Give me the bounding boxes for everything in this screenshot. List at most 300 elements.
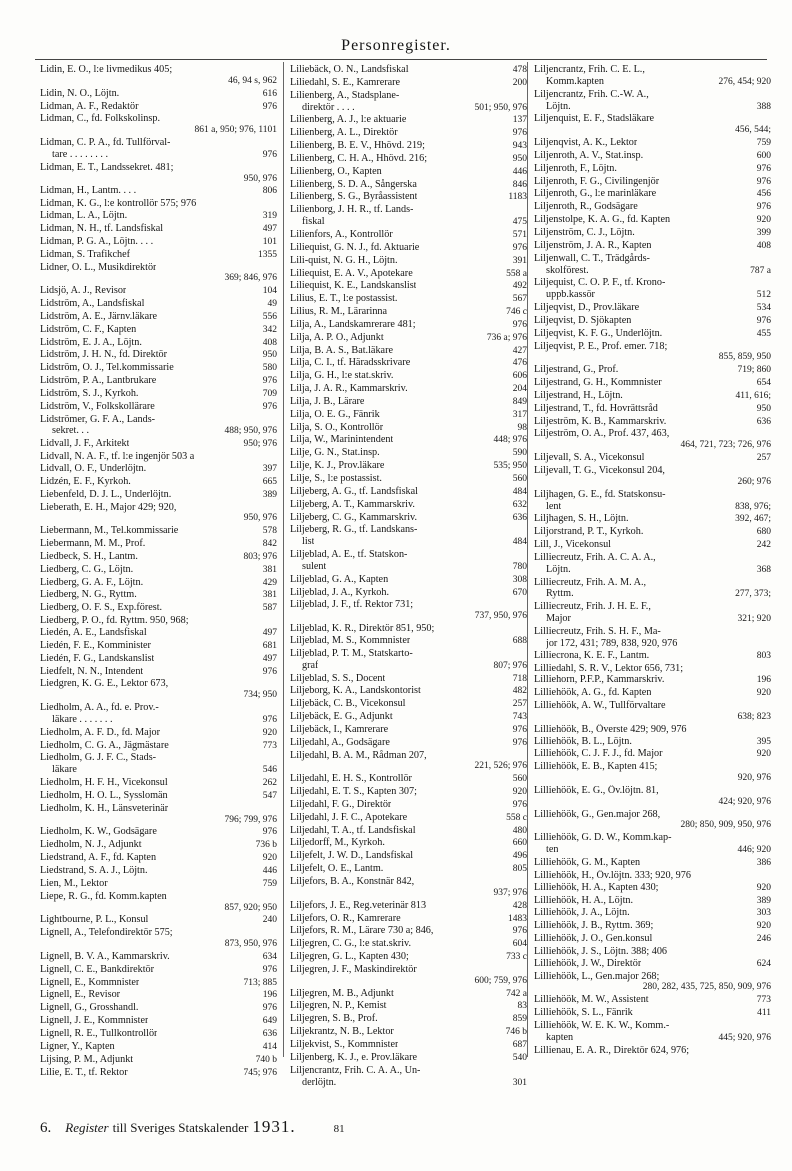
entry-text: Lignell, A., Telefondirektör 575; bbox=[40, 927, 173, 939]
entry-line bbox=[40, 964, 277, 977]
register-entry bbox=[40, 223, 277, 236]
entry-line bbox=[290, 1013, 527, 1026]
entry-text: Liljedahl, T. A., tf. Landsfiskal bbox=[290, 824, 416, 836]
entry-continuation bbox=[534, 588, 771, 601]
entry-text: ten bbox=[546, 844, 559, 856]
page-reference: 638; 823 bbox=[737, 711, 771, 722]
register-entry bbox=[290, 280, 527, 293]
entry-text: fiskal bbox=[302, 216, 325, 228]
page-reference: 308 bbox=[512, 574, 527, 585]
entry-text: Liedholm, K. H., Länsveterinär bbox=[40, 802, 169, 814]
entry-text: Lidman, S. Trafikchef bbox=[40, 248, 130, 260]
entry-text: Lilja, A., Landskamrerare 481; bbox=[290, 318, 416, 330]
entry-text: Liljenqvist, A. K., Lektor bbox=[534, 137, 638, 149]
entry-line bbox=[290, 396, 527, 409]
entry-line bbox=[40, 137, 277, 149]
entry-continuation bbox=[534, 712, 771, 724]
entry-line bbox=[290, 635, 527, 648]
entry-text: Liljekrantz, N. B., Lektor bbox=[290, 1026, 394, 1038]
register-entry bbox=[290, 345, 527, 358]
entry-text: Liljenström, C. J., Löjtn. bbox=[534, 226, 635, 238]
page-reference: 480 bbox=[512, 825, 527, 836]
entry-text: Liljeqvist, D. Sjökapten bbox=[534, 314, 632, 326]
register-entry bbox=[290, 711, 527, 724]
entry-line bbox=[534, 214, 771, 227]
entry-continuation bbox=[534, 820, 771, 832]
entry-text: derlöjtn. bbox=[302, 1076, 337, 1088]
entry-text: Liedbeck, S. H., Lantm. bbox=[40, 550, 138, 562]
page-reference: 746 c bbox=[506, 307, 527, 318]
entry-continuation bbox=[534, 125, 771, 137]
entry-text: Lilius, E. T., l:e postassist. bbox=[290, 293, 398, 305]
register-entry bbox=[290, 786, 527, 799]
page-reference: 796; 799, 976 bbox=[224, 814, 277, 825]
register-entry bbox=[40, 551, 277, 564]
entry-text: Lilja, O. E. G., Fänrik bbox=[290, 408, 380, 420]
entry-text: Lilliecrona, K. E. F., Lantm. bbox=[534, 649, 650, 661]
page-reference: 734; 950 bbox=[243, 690, 277, 701]
register-entry bbox=[534, 539, 771, 552]
page-reference: 976 bbox=[262, 714, 277, 725]
register-entry bbox=[40, 615, 277, 627]
entry-line bbox=[290, 409, 527, 422]
page-reference: 560 bbox=[512, 774, 527, 785]
entry-line bbox=[534, 736, 771, 749]
entry-line bbox=[290, 268, 527, 281]
page-reference: 368 bbox=[756, 564, 771, 575]
entry-text: Liljefors, R. M., Lärare 730 a; 846, bbox=[290, 925, 434, 937]
register-entry bbox=[534, 416, 771, 429]
entry-line bbox=[534, 513, 771, 526]
page-reference: 428 bbox=[512, 900, 527, 911]
page-reference: 803 bbox=[756, 650, 771, 661]
entry-text: Liljeblad, G. A., Kapten bbox=[290, 573, 389, 585]
register-entry bbox=[290, 913, 527, 926]
entry-line bbox=[534, 1020, 771, 1032]
entry-line bbox=[40, 375, 277, 388]
page-reference: 649 bbox=[262, 1016, 277, 1027]
entry-line bbox=[290, 255, 527, 268]
page-reference: 920 bbox=[756, 882, 771, 893]
entry-text: Lidström, E. J. A., Löjtn. bbox=[40, 336, 142, 348]
entry-text: Liedén, A. E., Landsfiskal bbox=[40, 626, 147, 638]
entry-continuation bbox=[40, 76, 277, 88]
page-reference: 737, 950, 976 bbox=[474, 611, 527, 622]
register-entry bbox=[290, 166, 527, 179]
entry-text: Major bbox=[546, 613, 571, 625]
page-reference: 587 bbox=[262, 603, 277, 614]
page-reference: 976 bbox=[262, 401, 277, 412]
page-reference: 976 bbox=[512, 319, 527, 330]
entry-line bbox=[534, 1007, 771, 1020]
page-reference: 976 bbox=[512, 737, 527, 748]
register-entry bbox=[290, 422, 527, 435]
entry-text: Lidman, E. T., Landssekret. 481; bbox=[40, 161, 174, 173]
entry-line bbox=[290, 648, 527, 660]
entry-line bbox=[290, 724, 527, 737]
register-entry bbox=[534, 687, 771, 700]
register-entry bbox=[290, 242, 527, 255]
entry-text: Liljebäck, E. G., Adjunkt bbox=[290, 711, 393, 723]
register-entry bbox=[40, 463, 277, 476]
entry-continuation bbox=[40, 149, 277, 162]
entry-text: Liljencrantz, Frih. C. E. L., bbox=[534, 64, 645, 75]
entry-text: Liedberg, O. F. S., Exp.förest. bbox=[40, 602, 163, 614]
entry-line bbox=[534, 390, 771, 403]
register-entry bbox=[290, 191, 527, 204]
page-reference: 497 bbox=[262, 223, 277, 234]
entry-line bbox=[534, 857, 771, 870]
entry-line bbox=[534, 577, 771, 589]
entry-text: direktör . . . . bbox=[302, 101, 355, 113]
entry-text: Lilliehorn, P.F.P., Kammarskriv. bbox=[534, 674, 665, 686]
entry-continuation bbox=[290, 761, 527, 773]
entry-continuation bbox=[40, 815, 277, 827]
entry-line bbox=[40, 977, 277, 990]
entry-line bbox=[40, 262, 277, 274]
entry-line bbox=[290, 179, 527, 192]
entry-line bbox=[290, 773, 527, 786]
entry-text: Lilienberg, A. L., Direktör bbox=[290, 127, 398, 139]
entry-line bbox=[534, 933, 771, 946]
register-entry bbox=[40, 64, 277, 88]
entry-line bbox=[40, 702, 277, 714]
entry-line bbox=[534, 201, 771, 214]
register-entry bbox=[290, 988, 527, 1001]
entry-line bbox=[290, 293, 527, 306]
register-entry bbox=[290, 876, 527, 900]
entry-text: Liedén, F. E., Komminister bbox=[40, 639, 151, 651]
entry-text: Komm.kapten bbox=[546, 75, 605, 87]
entry-line bbox=[534, 1045, 771, 1057]
entry-line bbox=[290, 988, 527, 1001]
entry-text: Liedholm, K. W., Godsägare bbox=[40, 826, 157, 838]
entry-line bbox=[40, 951, 277, 964]
entry-text: Lillienau, E. A. R., Direktör 624, 976; bbox=[534, 1044, 690, 1056]
register-entry bbox=[40, 489, 277, 502]
entry-text: Lilja, J. B., Lärare bbox=[290, 395, 365, 407]
page-reference: 464, 721, 723; 726, 976 bbox=[680, 440, 771, 451]
entry-line bbox=[40, 589, 277, 602]
register-entry bbox=[534, 452, 771, 465]
entry-line bbox=[40, 324, 277, 337]
entry-continuation bbox=[534, 76, 771, 89]
register-entry bbox=[40, 602, 277, 615]
entry-line bbox=[534, 920, 771, 933]
entry-text: Liljenstolpe, K. A. G., fd. Kapten bbox=[534, 214, 671, 226]
page-reference: 280; 850, 909, 950, 976 bbox=[680, 820, 771, 831]
register-entry bbox=[40, 538, 277, 551]
page-reference: 920 bbox=[756, 749, 771, 760]
register-entry bbox=[534, 390, 771, 403]
entry-text: Liljeström, K. B., Kammarskriv. bbox=[534, 415, 667, 427]
page-reference: 580 bbox=[262, 363, 277, 374]
entry-line bbox=[534, 137, 771, 150]
page-reference: 842 bbox=[262, 539, 277, 550]
register-entry bbox=[534, 1020, 771, 1045]
register-entry bbox=[534, 227, 771, 240]
page-reference: 571 bbox=[512, 229, 527, 240]
entry-line bbox=[534, 452, 771, 465]
entry-line bbox=[290, 332, 527, 345]
page-reference: 733 c bbox=[506, 952, 527, 963]
entry-line bbox=[290, 1065, 527, 1077]
entry-line bbox=[40, 249, 277, 262]
page-reference: 578 bbox=[262, 526, 277, 537]
entry-text: Liljequist, C. O. P. F., tf. Krono- bbox=[534, 277, 666, 289]
register-entry bbox=[290, 1026, 527, 1039]
entry-line bbox=[40, 640, 277, 653]
entry-text: Lightbourne, P. L., Konsul bbox=[40, 914, 149, 926]
register-entry bbox=[534, 971, 771, 995]
entry-text: Lidman, H., Lantm. . . . bbox=[40, 185, 137, 197]
entry-text: Lilliehöök, J. A., Löjtn. bbox=[534, 907, 630, 919]
entry-text: Liljencrantz, Frih. C. A. A., Un- bbox=[290, 1064, 421, 1076]
entry-text: Liljedahl, A., Godsägare bbox=[290, 736, 390, 748]
entry-text: Liljedahl, F. G., Direktör bbox=[290, 798, 392, 810]
entry-line bbox=[290, 587, 527, 600]
entry-line bbox=[40, 803, 277, 815]
entry-continuation bbox=[290, 102, 527, 115]
entry-line bbox=[40, 223, 277, 236]
page-reference: 397 bbox=[262, 464, 277, 474]
page-reference: 389 bbox=[756, 895, 771, 906]
entry-line bbox=[40, 790, 277, 803]
register-entry bbox=[290, 724, 527, 737]
register-entry bbox=[534, 809, 771, 833]
entry-line bbox=[534, 994, 771, 1007]
page-reference: 943 bbox=[512, 141, 527, 152]
footer-text: till Sveriges Statskalender bbox=[112, 1120, 249, 1135]
register-entry bbox=[40, 438, 277, 451]
entry-text: lent bbox=[546, 500, 562, 512]
page-reference: 709 bbox=[262, 388, 277, 399]
entry-text: Liljeqvist, P. E., Prof. emer. 718; bbox=[534, 340, 668, 352]
entry-line bbox=[290, 140, 527, 153]
entry-text: Liljeborg, K. A., Landskontorist bbox=[290, 685, 421, 697]
register-entry bbox=[534, 163, 771, 176]
entry-line bbox=[40, 198, 277, 210]
page-reference: 240 bbox=[262, 915, 277, 926]
entry-line bbox=[290, 913, 527, 926]
page-reference: 369; 846, 976 bbox=[224, 273, 277, 284]
register-entry bbox=[40, 262, 277, 286]
register-entry bbox=[534, 920, 771, 933]
entry-text: Liljefors, O. R., Kamrerare bbox=[290, 912, 401, 924]
page-reference: 342 bbox=[262, 324, 277, 335]
entry-text: Liljorstrand, P. T., Kyrkoh. bbox=[534, 526, 644, 538]
register-entry bbox=[534, 552, 771, 577]
register-entry bbox=[290, 332, 527, 345]
page-reference: 746 b bbox=[505, 1027, 527, 1038]
entry-line bbox=[290, 434, 527, 447]
register-entry bbox=[290, 357, 527, 370]
page-reference: 681 bbox=[262, 640, 277, 651]
register-entry bbox=[534, 946, 771, 958]
entry-text: Liljeberg, R. G., tf. Landskans- bbox=[290, 524, 418, 536]
entry-line bbox=[290, 850, 527, 863]
page-reference: 556 bbox=[262, 311, 277, 322]
entry-line bbox=[290, 447, 527, 460]
page-reference: 512 bbox=[756, 290, 771, 301]
entry-line bbox=[290, 191, 527, 204]
page-reference: 196 bbox=[756, 675, 771, 686]
page-reference: 687 bbox=[512, 1039, 527, 1050]
entry-line bbox=[534, 895, 771, 908]
entry-text: Lilliehöök, S. L., Fänrik bbox=[534, 1007, 633, 1019]
entry-line bbox=[534, 761, 771, 773]
page-reference: 1183 bbox=[508, 192, 527, 203]
page-reference: 429 bbox=[262, 577, 277, 588]
entry-text: Lidvall, J. F., Arkitekt bbox=[40, 438, 130, 450]
entry-line bbox=[290, 166, 527, 179]
entry-text: Liebermann, M. M., Prof. bbox=[40, 538, 146, 550]
entry-text: Liljenberg, K. J., e. Prov.läkare bbox=[290, 1051, 418, 1063]
page-reference: 937; 976 bbox=[493, 887, 527, 898]
entry-text: Liljenquist, E. F., Stadsläkare bbox=[534, 113, 655, 125]
entry-text: Liljefors, J. E., Reg.veterinär 813 bbox=[290, 899, 427, 911]
entry-text: Liljegren, N. P., Kemist bbox=[290, 1000, 387, 1012]
entry-line bbox=[290, 422, 527, 435]
entry-continuation bbox=[290, 216, 527, 229]
entry-text: Lilja, W., Marinintendent bbox=[290, 434, 394, 446]
column-divider bbox=[527, 62, 528, 1057]
entry-text: Lignell, C. E., Bankdirektör bbox=[40, 963, 155, 975]
entry-line bbox=[534, 971, 771, 983]
page-reference: 859 bbox=[512, 1014, 527, 1025]
entry-text: Lilliecreutz, Frih. A. M. A., bbox=[534, 576, 647, 588]
page-reference: 920 bbox=[512, 787, 527, 798]
entry-continuation bbox=[40, 939, 277, 951]
entry-continuation bbox=[534, 638, 771, 650]
register-entry bbox=[534, 674, 771, 687]
entry-text: Liliebäck, O. N., Landsfiskal bbox=[290, 64, 409, 75]
page-reference: 780 bbox=[512, 561, 527, 572]
page-reference: 920 bbox=[262, 853, 277, 864]
register-entry bbox=[534, 626, 771, 650]
register-entry bbox=[40, 865, 277, 878]
page-reference: 392, 467; bbox=[735, 514, 771, 525]
entry-continuation bbox=[290, 660, 527, 673]
entry-text: Liljedahl, E. T. S., Kapten 307; bbox=[290, 786, 417, 798]
entry-text: Lilliecreutz, Frih. A. C. A. A., bbox=[534, 551, 656, 563]
entry-text: Liljebäck, I., Kamrerare bbox=[290, 723, 389, 735]
entry-text: Liljevall, T. G., Vicekonsul 204, bbox=[534, 465, 665, 476]
entry-text: Lidin, N. O., Löjtn. bbox=[40, 87, 120, 99]
entry-text: Liedholm, G. J. F. C., Stads- bbox=[40, 752, 157, 764]
register-entry bbox=[40, 702, 277, 727]
entry-line bbox=[290, 64, 527, 77]
register-entry bbox=[40, 198, 277, 210]
entry-continuation bbox=[534, 1032, 771, 1045]
register-entry bbox=[534, 137, 771, 150]
entry-text: Liljenroth, A. V., Stat.insp. bbox=[534, 149, 644, 161]
page-reference: 257 bbox=[512, 699, 527, 710]
entry-text: Liedholm, A. F. D., fd. Major bbox=[40, 726, 161, 738]
page-reference: 950, 976 bbox=[243, 173, 277, 184]
register-entry bbox=[290, 179, 527, 192]
register-entry bbox=[534, 748, 771, 761]
register-entry bbox=[534, 994, 771, 1007]
entry-line bbox=[290, 499, 527, 512]
entry-line bbox=[290, 345, 527, 358]
entry-line bbox=[290, 876, 527, 888]
register-entry bbox=[40, 989, 277, 1002]
page-reference: 386 bbox=[756, 858, 771, 868]
entry-text: Lilie, E. T., tf. Rektor bbox=[40, 1066, 128, 1078]
page-reference: 713; 885 bbox=[243, 977, 277, 988]
entry-line bbox=[534, 724, 771, 736]
page-reference: 742 a bbox=[506, 988, 527, 999]
register-entry bbox=[290, 370, 527, 383]
entry-text: Löjtn. bbox=[546, 100, 571, 112]
register-entry bbox=[290, 900, 527, 913]
entry-text: Lilienberg, A. J., l:e aktuarie bbox=[290, 114, 407, 126]
register-entry bbox=[40, 249, 277, 262]
register-entry bbox=[40, 951, 277, 964]
entry-line bbox=[290, 114, 527, 127]
register-entry bbox=[534, 832, 771, 857]
page-reference: 1355 bbox=[258, 249, 277, 260]
entry-text: Lilliehöök, A. G., fd. Kapten bbox=[534, 687, 652, 699]
page-reference: 49 bbox=[267, 299, 277, 310]
register-entry bbox=[290, 549, 527, 574]
register-entry bbox=[534, 736, 771, 749]
entry-text: läkare bbox=[52, 764, 77, 776]
entry-line bbox=[534, 785, 771, 797]
register-entry bbox=[290, 499, 527, 512]
page-reference: 976 bbox=[756, 176, 771, 187]
page-reference: 137 bbox=[512, 115, 527, 126]
entry-line bbox=[40, 666, 277, 679]
page-reference: 976 bbox=[262, 149, 277, 160]
register-entry bbox=[40, 502, 277, 526]
entry-line bbox=[40, 1054, 277, 1067]
entry-text: Liljegren, J. F., Maskindirektör bbox=[290, 963, 417, 975]
entry-text: Lilliehöök, A. W., Tullförvaltare bbox=[534, 700, 666, 712]
register-entry bbox=[534, 403, 771, 416]
page-reference: 590 bbox=[512, 448, 527, 459]
page-reference: 920 bbox=[756, 688, 771, 699]
entry-line bbox=[290, 964, 527, 976]
entry-text: Lilienberg, B. E. V., Hhövd. 219; bbox=[290, 140, 425, 152]
register-entry bbox=[40, 414, 277, 439]
entry-text: Lilienfors, A., Kontrollör bbox=[290, 228, 393, 240]
register-entry bbox=[290, 204, 527, 229]
page-reference: 759 bbox=[262, 878, 277, 889]
entry-text: Liebenfeld, D. J. L., Underlöjtn. bbox=[40, 488, 172, 500]
entry-text: Liedstrand, S. A. J., Löjtn. bbox=[40, 865, 148, 876]
register-entry bbox=[40, 964, 277, 977]
register-entry bbox=[290, 229, 527, 242]
entry-text: Lilliehöök, J. B., Ryttm. 369; bbox=[534, 920, 654, 932]
entry-text: Lidström, C. F., Kapten bbox=[40, 323, 137, 335]
entry-line bbox=[534, 377, 771, 390]
entry-line bbox=[40, 1067, 277, 1080]
entry-text: Liebermann, M., Tel.kommissarie bbox=[40, 525, 179, 537]
entry-text: Liljenström, J. A. R., Kapten bbox=[534, 239, 652, 251]
entry-text: Lidman, N. H., tf. Landsfiskal bbox=[40, 222, 164, 234]
page-reference: 427 bbox=[512, 345, 527, 356]
entry-text: Liljefelt, J. W. D., Landsfiskal bbox=[290, 850, 414, 862]
register-entry bbox=[534, 650, 771, 663]
register-entry bbox=[290, 64, 527, 77]
register-entry bbox=[534, 341, 771, 365]
page-reference: 317 bbox=[512, 409, 527, 420]
register-entry bbox=[40, 101, 277, 114]
entry-line bbox=[40, 752, 277, 764]
entry-line bbox=[534, 227, 771, 240]
